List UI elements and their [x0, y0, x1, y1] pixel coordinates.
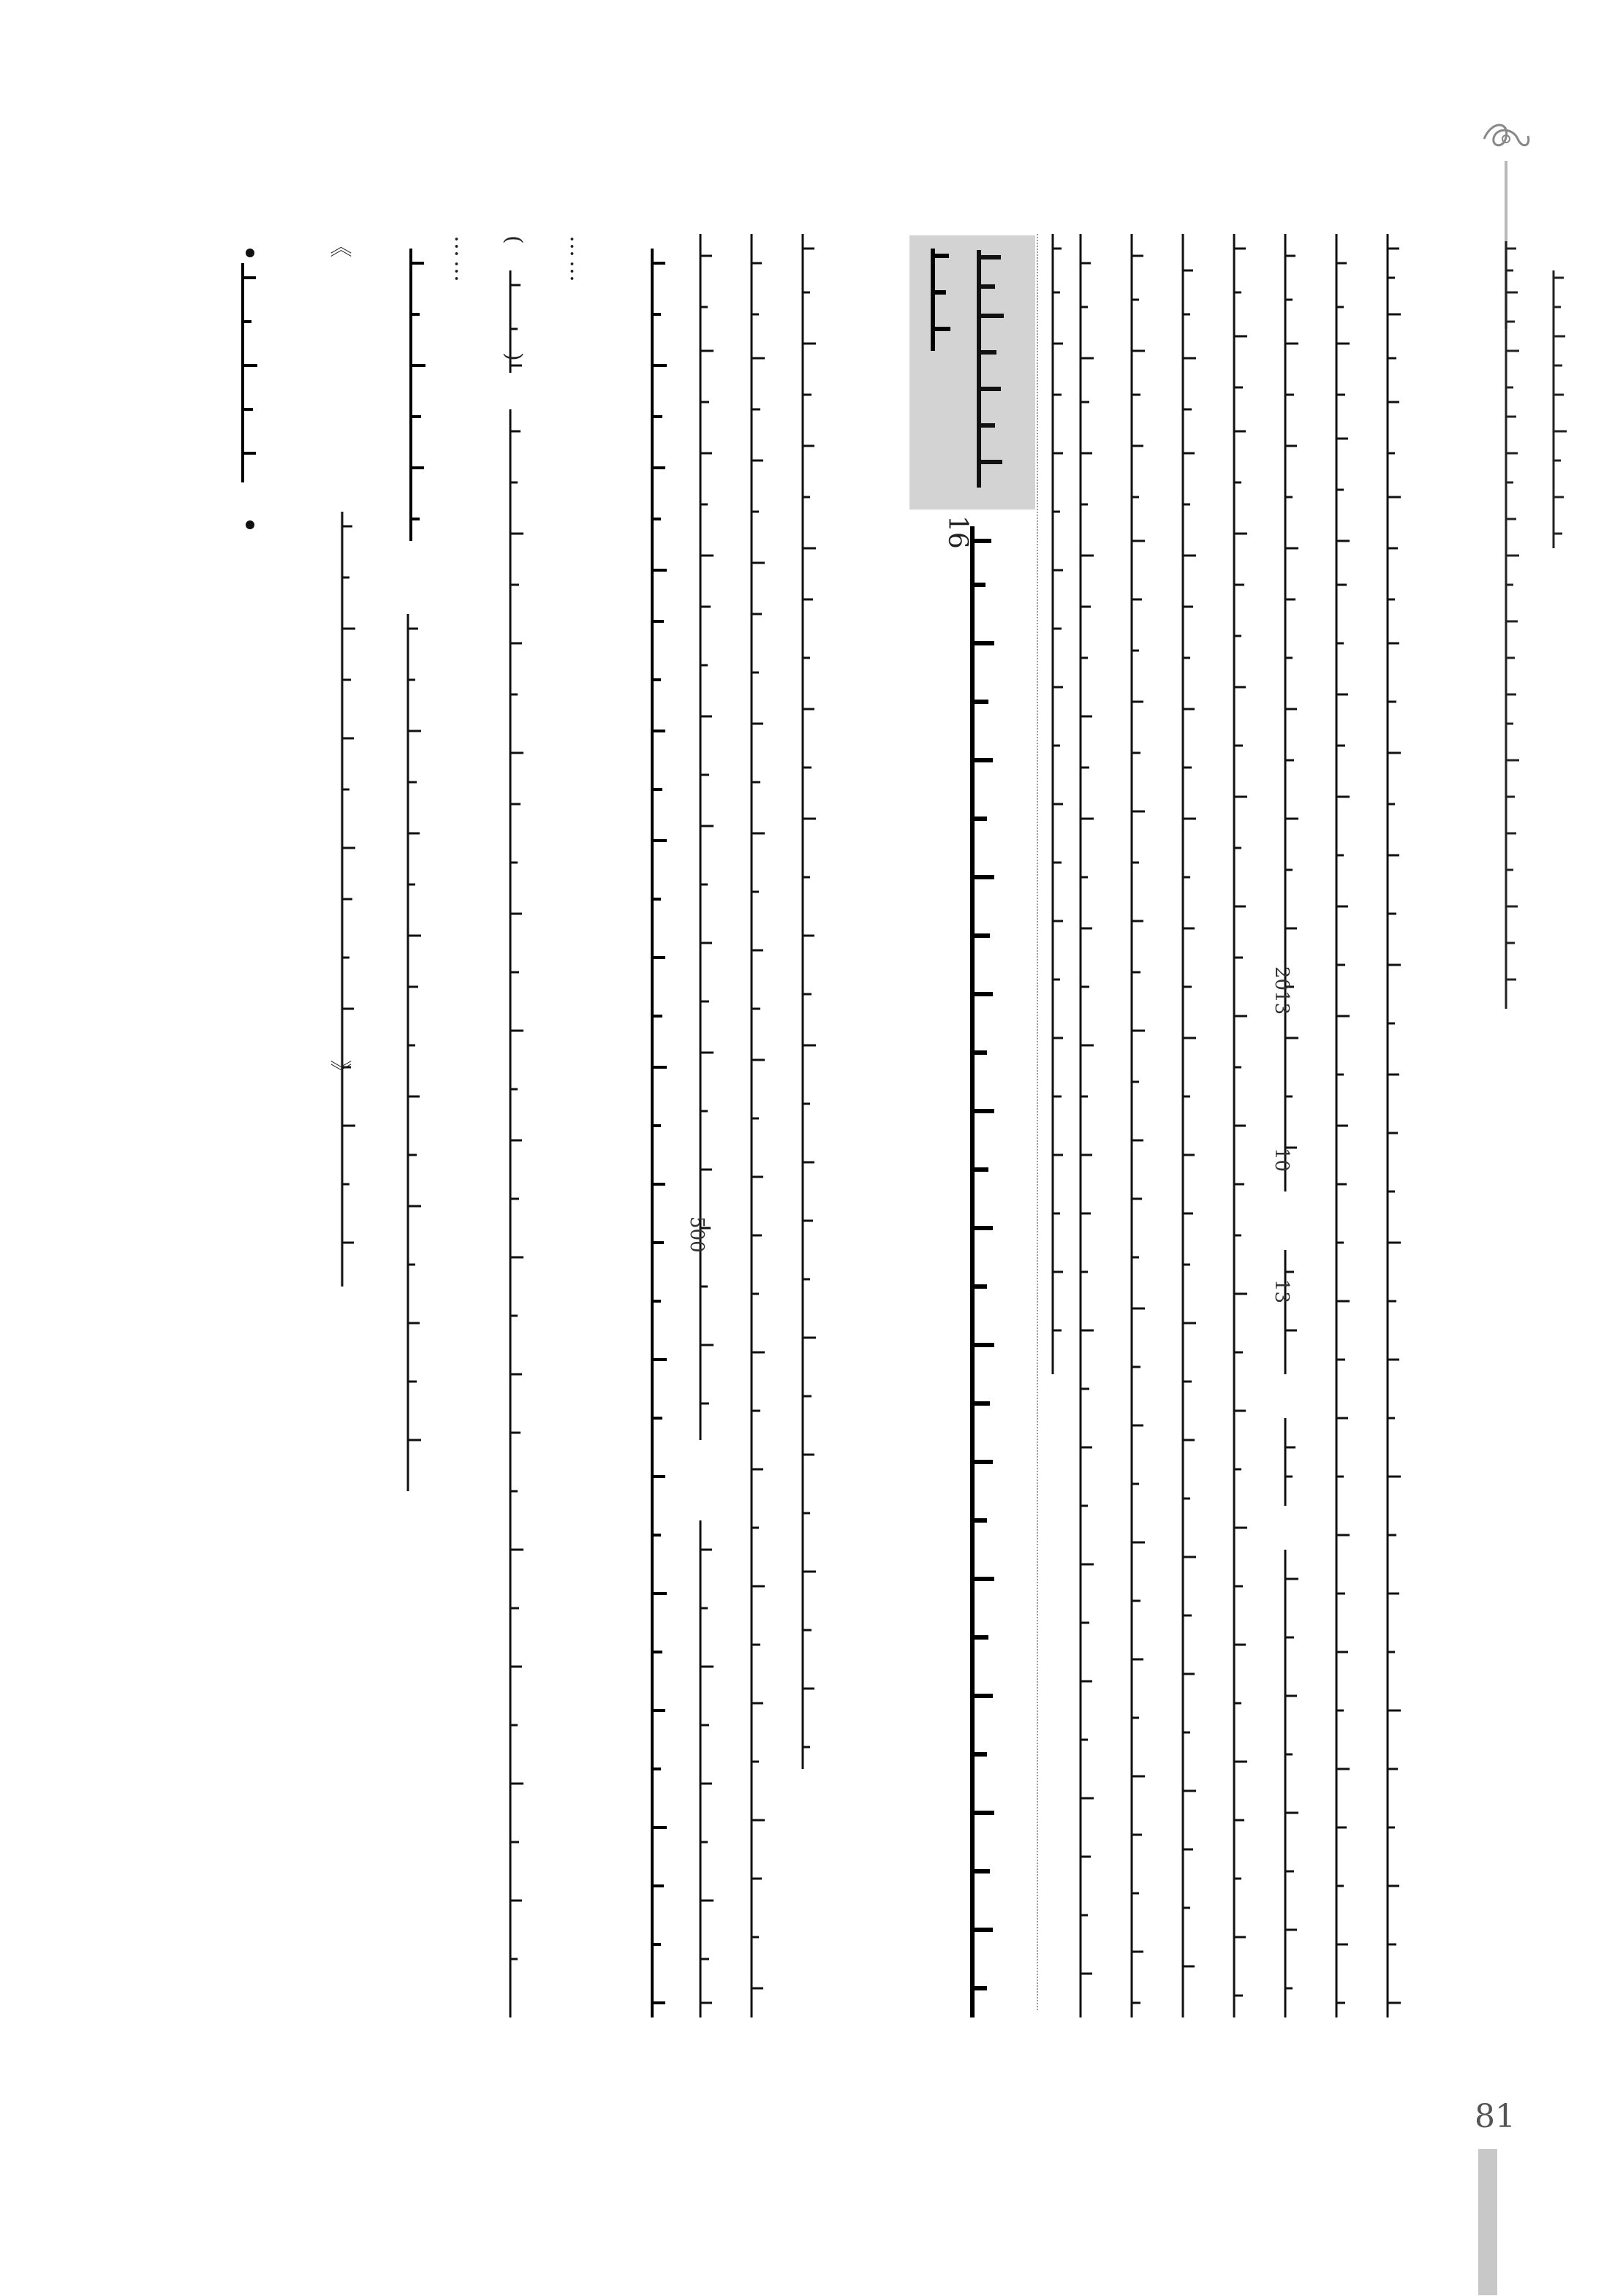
text-column [497, 234, 529, 2032]
section-title-tail [914, 234, 958, 380]
quote-close: 》 [327, 1060, 352, 1082]
text-column [738, 234, 771, 2032]
section-divider [1037, 234, 1038, 2010]
text-column [1323, 234, 1355, 2032]
section-number: 16 [942, 515, 972, 549]
text-column-bold [636, 234, 676, 2032]
text-column [1067, 234, 1100, 2032]
ellipsis: …… [565, 235, 591, 285]
page-number: 81 [1475, 2098, 1516, 2135]
text-column [1374, 234, 1407, 2032]
text-column [1038, 234, 1067, 1403]
paren-close: ) [501, 352, 526, 361]
day-label: 10 [1271, 1148, 1293, 1172]
paren-open: ( [501, 235, 526, 244]
quote-open: 《 [327, 235, 352, 257]
running-head [1484, 241, 1586, 1031]
header-ornament-icon [1477, 117, 1535, 161]
ellipsis: …… [450, 235, 475, 285]
text-column [687, 234, 719, 2032]
list-item-bold [227, 234, 266, 526]
text-column [1272, 234, 1304, 2032]
text-column [1221, 234, 1253, 2032]
page-edge-tab [1478, 2149, 1497, 2295]
text-column [395, 234, 427, 2032]
text-column [329, 234, 361, 2032]
section-title [950, 234, 1002, 2032]
count-label: 500 [686, 1216, 708, 1253]
text-column [790, 234, 822, 2032]
bullet-icon [246, 520, 254, 529]
year-label: 2013 [1271, 966, 1293, 1015]
text-column [1170, 234, 1202, 2032]
date-label: 13 [1271, 1279, 1293, 1304]
text-column [1119, 234, 1151, 2032]
